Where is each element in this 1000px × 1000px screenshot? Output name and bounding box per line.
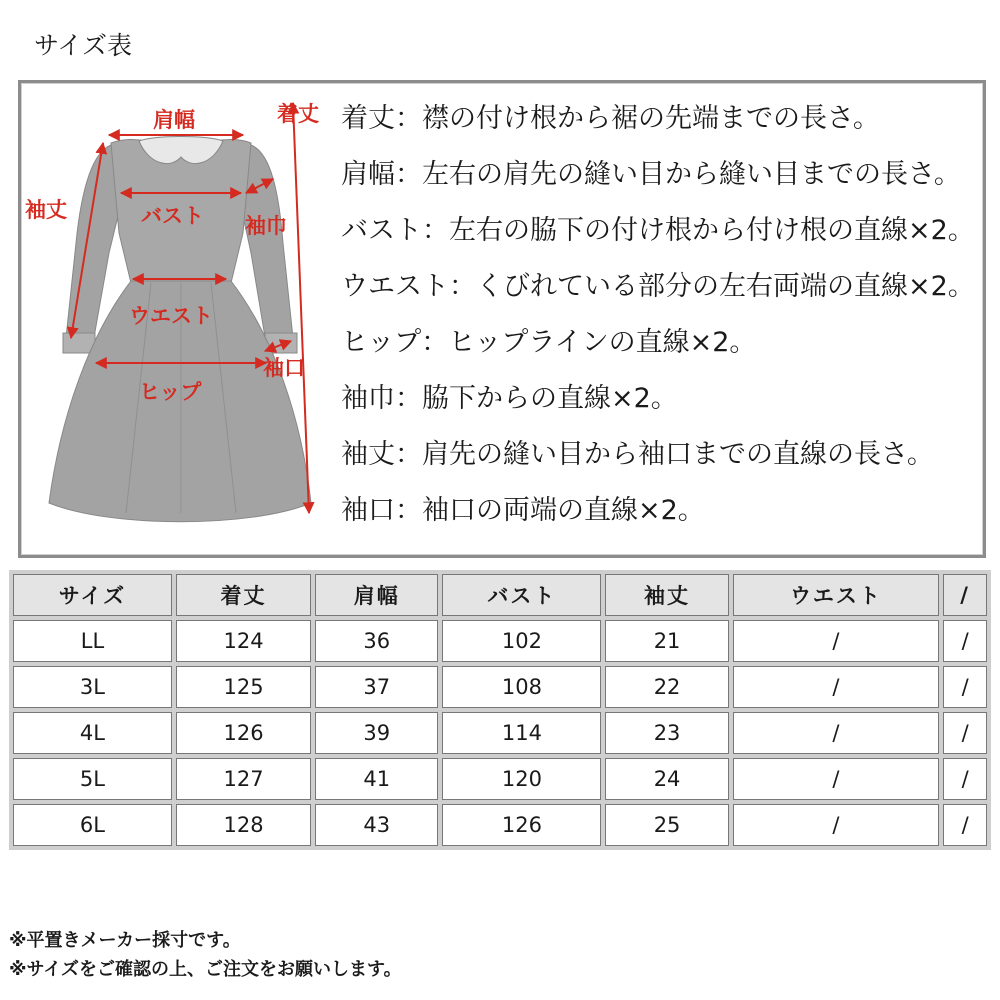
cell-length: 127 [176,758,311,800]
header-extra: / [943,574,987,616]
cell-bust: 108 [442,666,601,708]
header-sleeve-length: 袖丈 [605,574,728,616]
measurement-definitions [341,99,975,547]
cell-sleeve-length: 25 [605,804,728,846]
cell-shoulder: 37 [315,666,438,708]
cell-extra: / [943,758,987,800]
cell-size: 4L [13,712,172,754]
definition-sleeve-width: 袖巾：脇下からの直線×2。 [341,383,678,414]
cell-bust: 120 [442,758,601,800]
header-size: サイズ [13,574,172,616]
cell-size: 3L [13,666,172,708]
cell-waist: / [733,804,940,846]
table-row [13,620,987,662]
cell-waist: / [733,712,940,754]
table-row [13,666,987,708]
table-row [13,804,987,846]
cell-extra: / [943,712,987,754]
label-cuff: 袖口 [263,355,305,380]
table-header-row [13,574,987,616]
definition-waist: ウエスト：くびれている部分の左右両端の直線×2。 [341,271,975,302]
definition-shoulder: 肩幅：左右の肩先の縫い目から縫い目までの長さ。 [341,159,961,190]
header-waist: ウエスト [733,574,940,616]
label-bust: バスト [141,203,204,228]
cell-length: 125 [176,666,311,708]
header-length: 着丈 [176,574,311,616]
definition-length: 着丈：襟の付け根から裾の先端までの長さ。 [341,103,880,134]
page-title: サイズ表 [34,31,133,60]
cell-waist: / [733,758,940,800]
label-sleeve-width: 袖巾 [245,213,287,238]
cell-size: LL [13,620,172,662]
cell-sleeve-length: 21 [605,620,728,662]
cell-waist: / [733,666,940,708]
size-table [9,570,991,850]
label-hip: ヒップ [139,379,202,404]
cell-bust: 126 [442,804,601,846]
dress-illustration [21,83,341,555]
definition-bust: バスト：左右の脇下の付け根から付け根の直線×2。 [341,215,975,246]
header-bust: バスト [442,574,601,616]
cell-size: 6L [13,804,172,846]
cell-size: 5L [13,758,172,800]
cell-length: 126 [176,712,311,754]
cell-waist: / [733,620,940,662]
note-confirm-size: ※サイズをご確認の上、ご注文をお願いします。 [9,959,402,980]
cell-shoulder: 41 [315,758,438,800]
cell-sleeve-length: 23 [605,712,728,754]
cell-shoulder: 36 [315,620,438,662]
definition-cuff: 袖口：袖口の両端の直線×2。 [341,495,705,526]
cell-extra: / [943,804,987,846]
cell-bust: 102 [442,620,601,662]
label-shoulder: 肩幅 [153,107,195,132]
cell-sleeve-length: 22 [605,666,728,708]
size-diagram-panel [18,80,986,558]
header-shoulder: 肩幅 [315,574,438,616]
cell-extra: / [943,666,987,708]
cell-extra: / [943,620,987,662]
cell-bust: 114 [442,712,601,754]
cell-shoulder: 43 [315,804,438,846]
cell-shoulder: 39 [315,712,438,754]
label-sleeve-length: 袖丈 [25,197,67,222]
table-row [13,712,987,754]
definition-hip: ヒップ：ヒップラインの直線×2。 [341,327,757,358]
label-length: 着丈 [277,101,319,126]
label-waist: ウエスト [129,303,213,328]
note-measurement: ※平置きメーカー採寸です。 [9,930,241,951]
cell-length: 128 [176,804,311,846]
size-notes [9,926,402,984]
definition-sleeve-length: 袖丈：肩先の縫い目から袖口までの直線の長さ。 [341,439,934,470]
cell-length: 124 [176,620,311,662]
left-cuff [63,333,95,353]
cell-sleeve-length: 24 [605,758,728,800]
table-row [13,758,987,800]
